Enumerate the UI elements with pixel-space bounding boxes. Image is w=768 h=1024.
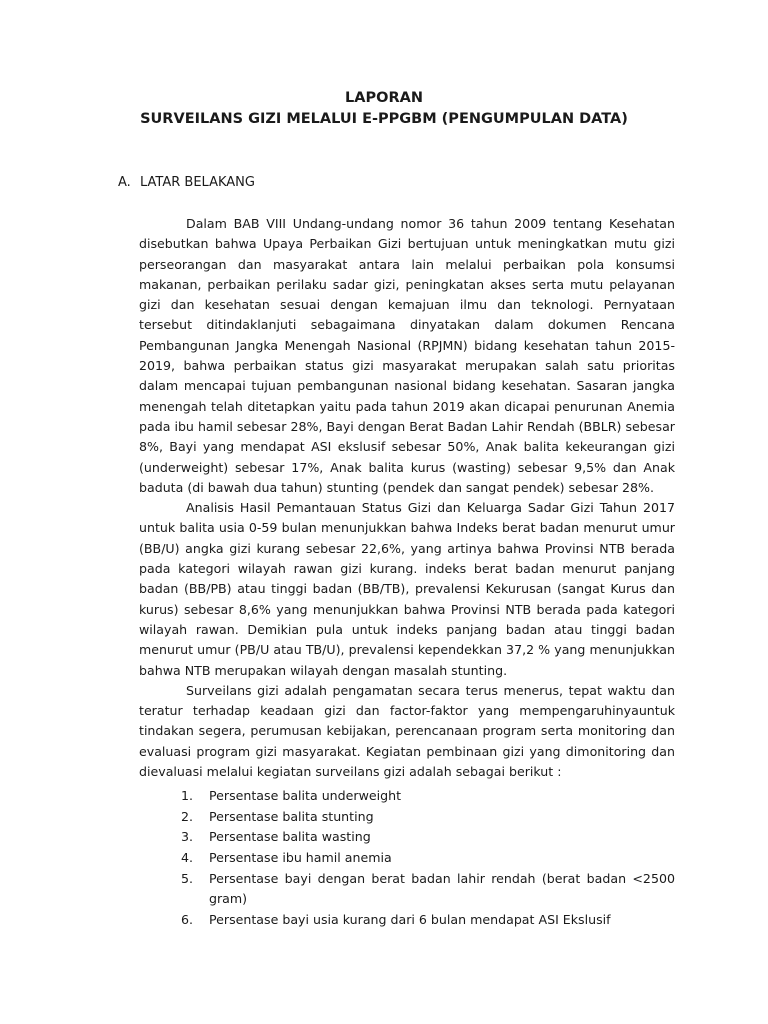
list-number: 1. xyxy=(181,788,194,803)
list-item xyxy=(181,910,675,930)
list-item-text: Persentase ibu hamil anemia xyxy=(209,850,392,866)
body-text xyxy=(139,214,675,782)
list-item-text: Persentase balita wasting xyxy=(209,829,371,845)
list-number: 3. xyxy=(181,829,194,845)
title-line-2: SURVEILANS GIZI MELALUI E-PPGBM (PENGUMPULAN DATA) xyxy=(140,111,628,127)
section-letter: A. xyxy=(118,175,131,190)
list-number: 5. xyxy=(181,870,194,886)
document-title xyxy=(0,88,768,130)
list-item-text: Persentase balita stunting xyxy=(209,808,374,824)
section-heading xyxy=(118,173,255,193)
list-item xyxy=(181,827,675,847)
paragraph: Dalam BAB VIII Undang-undang nomor 36 tahun 2009 tentang Kesehatan disebutkan bahwa Upaya Perbaikan Gizi bertujuan untuk meningkatkan mutu gizi perseorangan dan masyarakat antara lain melalui perbaikan pola konsumsi makanan, perbaikan perilaku sadar gizi, peningkatan akses serta mutu pelayanan gizi dan kesehatan sesuai dengan kemajuan ilmu dan teknologi. Pernyataan tersebut ditindaklanjuti sebagaimana dinyatakan dalam dokumen Rencana Pembangunan Jangka Menengah Nasional (RPJMN) bidang kesehatan tahun 2015-2019, bahwa perbaikan status gizi masyarakat merupakan salah satu prioritas dalam mencapai tujuan pembangunan nasional bidang kesehatan. Sasaran jangka menengah telah ditetapkan yaitu pada tahun 2019 akan dicapai penurunan Anemia pada ibu hamil sebesar 28%, Bayi dengan Berat Badan Lahir Rendah (BBLR) sebesar 8%, Bayi yang mendapat ASI ekslusif sebesar 50%, Anak balita kekeurangan gizi (underweight) sebesar 17%, Anak balita kurus (wasting) sebesar 9,5% dan Anak baduta (di bawah dua tahun) stunting (pendek dan sangat pendek) sebesar 28%. xyxy=(139,216,675,495)
list-number: 2. xyxy=(181,808,194,824)
list-number: 4. xyxy=(181,850,194,866)
list-number: 6. xyxy=(181,911,194,927)
title-line-1: LAPORAN xyxy=(345,90,423,106)
list-item xyxy=(181,807,675,827)
list-item-text: Persentase bayi usia kurang dari 6 bulan mendapat ASI Ekslusif xyxy=(209,911,611,927)
list-item-text: Persentase bayi dengan berat badan lahir rendah (berat badan <2500 gram) xyxy=(209,870,675,907)
paragraph: Surveilans gizi adalah pengamatan secara terus menerus, tepat waktu dan teratur terhadap keadaan gizi dan factor-faktor yang mempengaruhinyauntuk tindakan segera, perumusan kebijakan, perencanaan program serta monitoring dan evaluasi program gizi masyarakat. Kegiatan pembinaan gizi yang dimonitoring dan dievaluasi melalui kegiatan surveilans gizi adalah sebagai berikut : xyxy=(139,682,675,780)
list-item xyxy=(181,786,675,806)
indicator-list xyxy=(181,786,675,930)
list-item xyxy=(181,869,675,910)
paragraph: Analisis Hasil Pemantauan Status Gizi dan Keluarga Sadar Gizi Tahun 2017 untuk balita usia 0-59 bulan menunjukkan bahwa Indeks berat badan menurut umur (BB/U) angka gizi kurang sebesar 22,6%, yang artinya bahwa Provinsi NTB berada pada kategori wilayah rawan gizi kurang. indeks berat badan menurut panjang badan (BB/PB) atau tinggi badan (BB/TB), prevalensi Kekurusan (sangat Kurus dan kurus) sebesar 8,6% yang menunjukkan bahwa Provinsi NTB berada pada kategori wilayah rawan. Demikian pula untuk indeks panjang badan atau tinggi badan menurut umur (PB/U atau TB/U), prevalensi kependekkan 37,2 % yang menunjukkan bahwa NTB merupakan wilayah dengan masalah stunting. xyxy=(139,500,675,678)
list-item-text: Persentase balita underweight xyxy=(209,788,402,803)
section-heading-text: LATAR BELAKANG xyxy=(140,175,255,190)
list-item xyxy=(181,848,675,868)
